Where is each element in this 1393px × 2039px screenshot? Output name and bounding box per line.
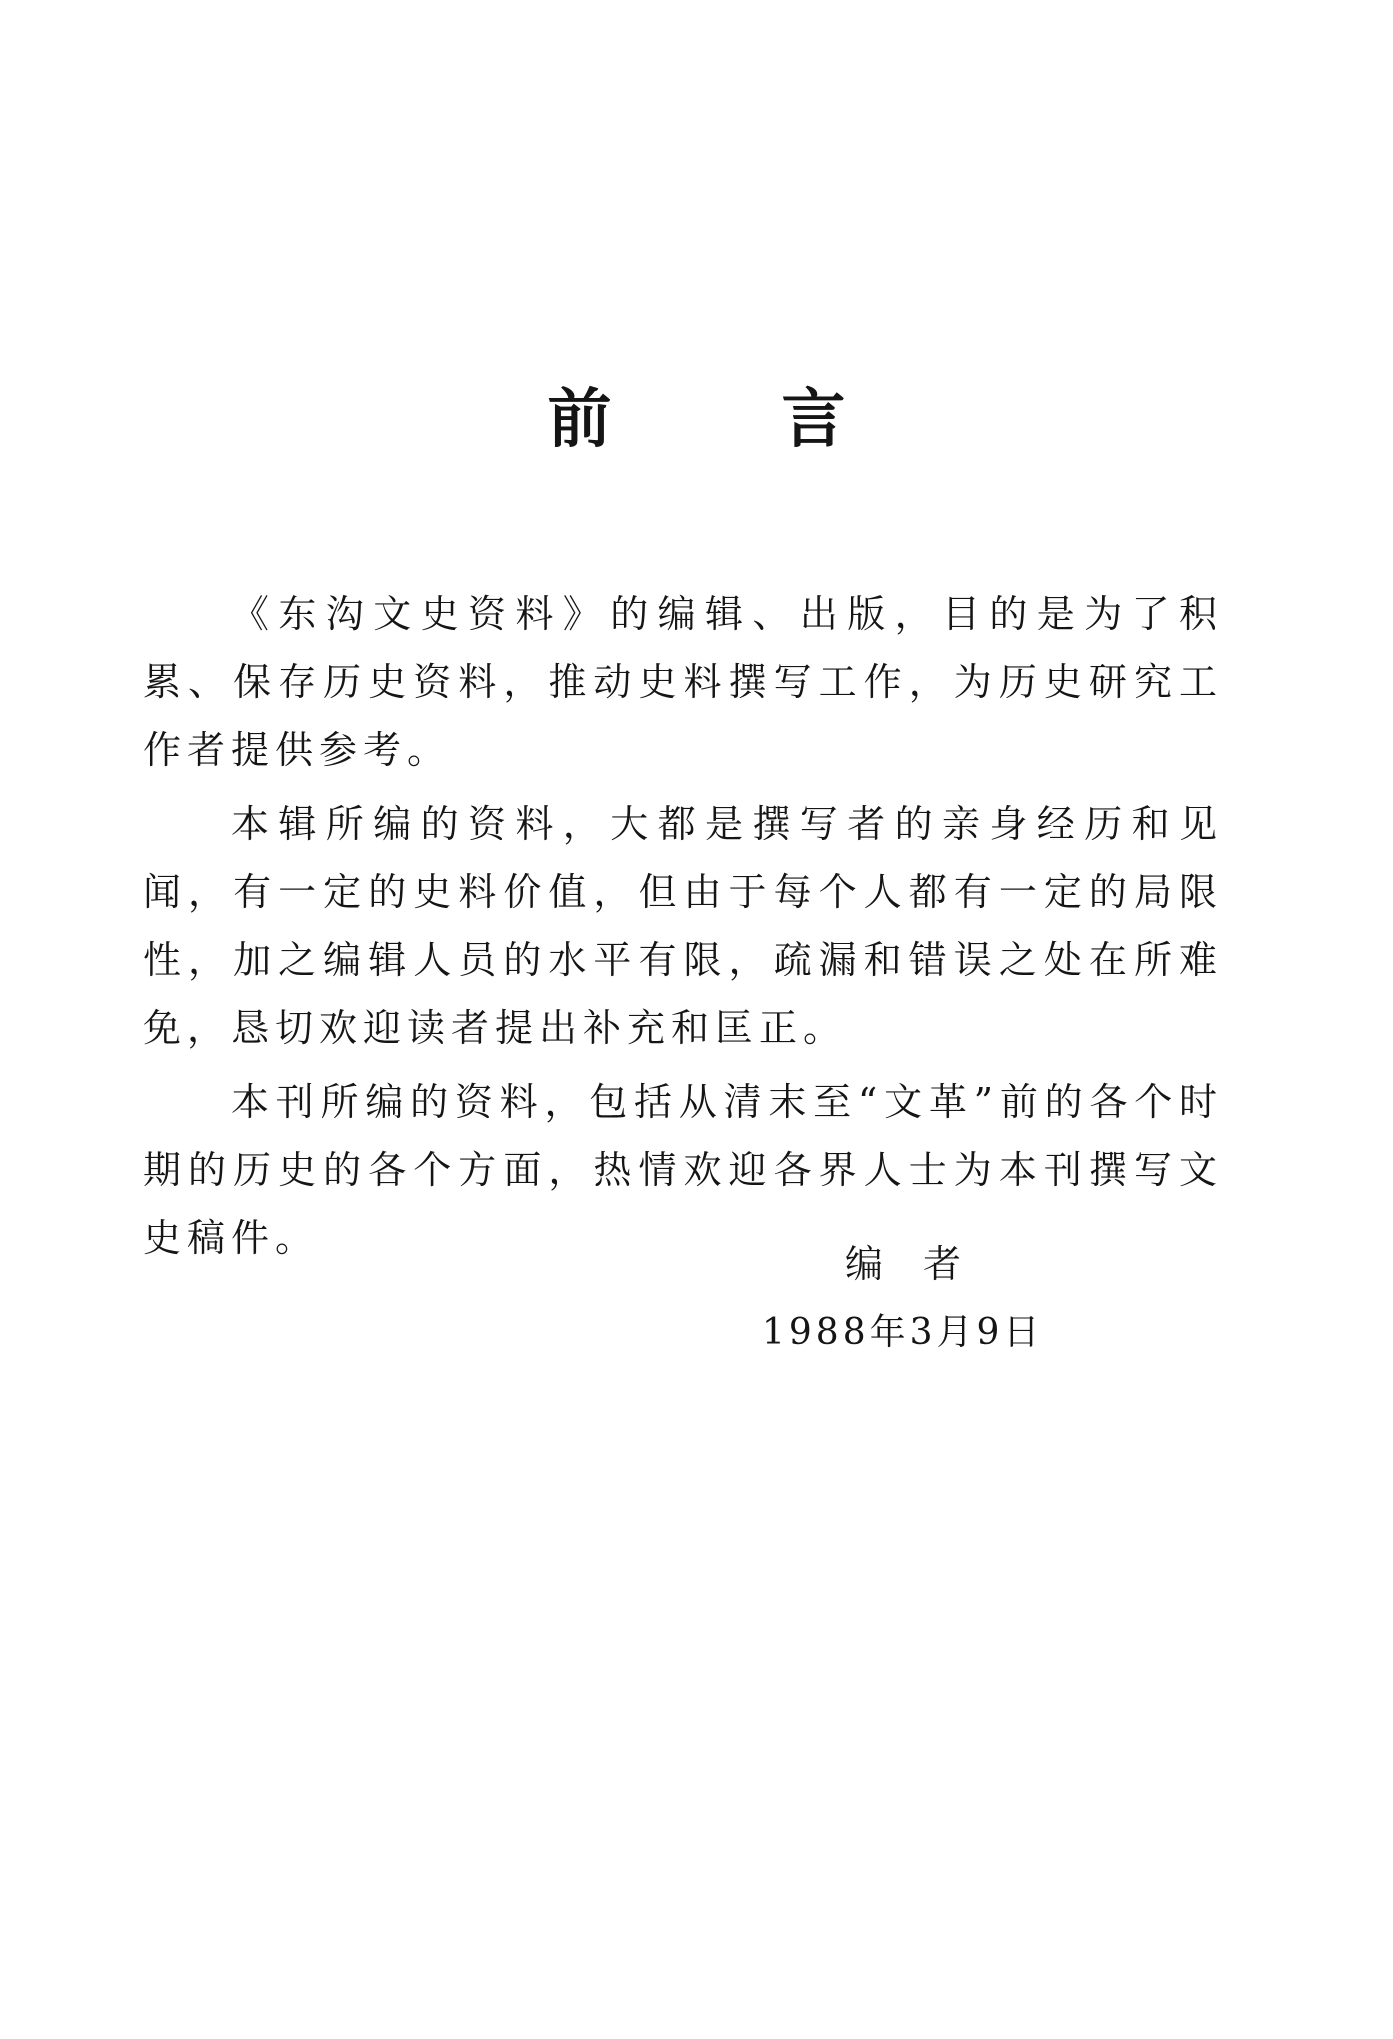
signature-author: 编者 <box>845 1242 1002 1286</box>
title-char-1: 前 <box>547 382 612 457</box>
paragraph-1: 《东沟文史资料》的编辑、出版，目的是为了积累、保存历史资料，推动史料撰写工作，为历史研究工作者提供参考。 <box>143 592 1223 772</box>
paragraph-2: 本辑所编的资料，大都是撰写者的亲身经历和见闻，有一定的史料价值，但由于每个人都有一定的局限性，加之编辑人员的水平有限，疏漏和错误之处在所难免，恳切欢迎读者提出补充和匡正。 <box>143 802 1223 1050</box>
preface-body <box>143 580 1223 1278</box>
page-title <box>0 382 1393 457</box>
signature-date: 1988年3月9日 <box>762 1312 1044 1353</box>
title-char-2: 言 <box>781 382 846 457</box>
paragraph-3: 本刊所编的资料，包括从清末至“文革”前的各个时期的历史的各个方面，热情欢迎各界人士为本刊撰写文史稿件。 <box>143 1080 1223 1260</box>
